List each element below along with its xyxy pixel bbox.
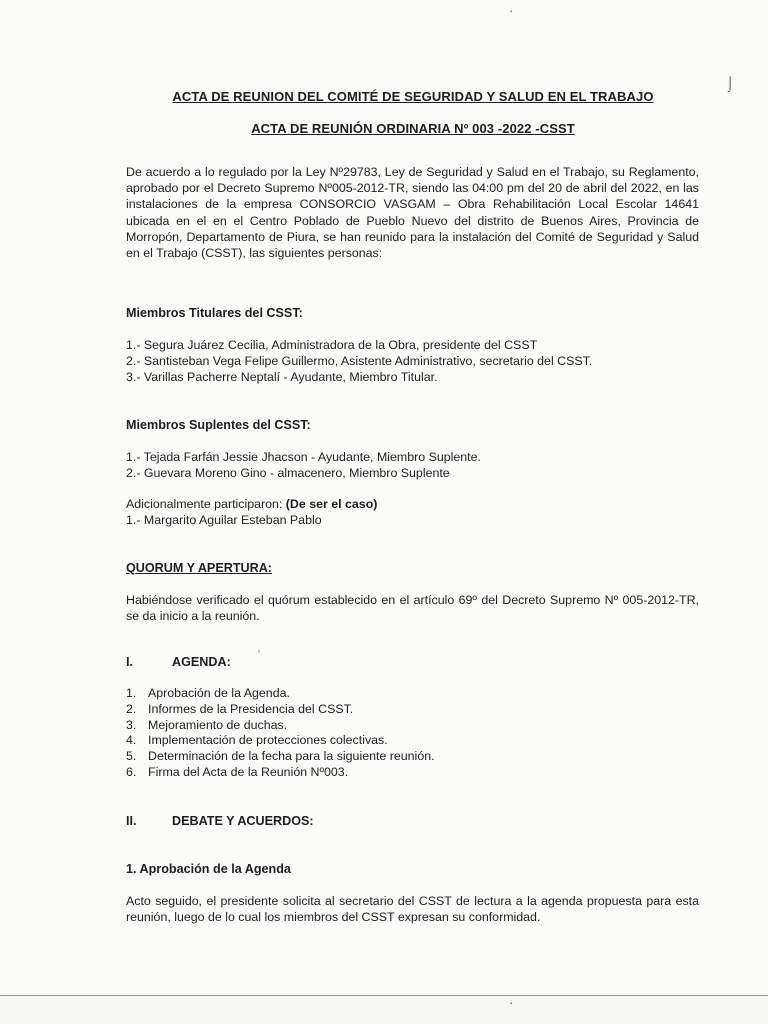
titular-member: 1.- Segura Juárez Cecilia, Administradora de la Obra, presidente del CSST — [126, 338, 538, 352]
suplente-member: 1.- Tejada Farfán Jessie Jhacson - Ayudante, Miembro Suplente. — [126, 450, 481, 464]
suplentes-heading: Miembros Suplentes del CSST: — [126, 418, 311, 432]
debate-roman: II. — [126, 814, 137, 828]
adicional-label-bold: (De ser el caso) — [285, 497, 378, 511]
agenda-item — [126, 749, 435, 765]
agenda-item-text: Determinación de la fecha para la siguiente reunión. — [148, 749, 435, 764]
titulares-heading: Miembros Titulares del CSST: — [126, 306, 303, 320]
intro-paragraph: De acuerdo a lo regulado por la Ley Nº29783, Ley de Seguridad y Salud en el Trabajo, su Reglamento, aprobado por el Decreto Supremo Nº005-2012-TR, siendo las 04:00 pm del 20 de abril del 2022, en las instalaciones de la empresa CONSORCIO VASGAM – Obra Rehabilitación Local Escolar 14641 ubicada en el en el Centro Poblado de Pueblo Nuevo del distrito de Buenos Aires, Provincia de Morropón, Departamento de Piura, se han reunido para la instalación del Comité de Seguridad y Salud en el Trabajo (CSST), las siguientes personas: — [126, 165, 699, 261]
agenda-item-text: Firma del Acta de la Reunión Nº003. — [148, 764, 349, 779]
suplente-member: 2.- Guevara Moreno Gino - almacenero, Miembro Suplente — [126, 466, 450, 480]
quorum-heading: QUORUM Y APERTURA: — [126, 561, 273, 575]
scan-mark-corner: ⌡ — [726, 75, 735, 91]
adicional-label — [126, 496, 377, 512]
agenda-item-text: Implementación de protecciones colectivas. — [148, 733, 388, 748]
debate-subheading: 1. Aprobación de la Agenda — [126, 862, 291, 876]
document-subtitle: ACTA DE REUNIÓN ORDINARIA Nº 003 -2022 -CSST — [251, 121, 575, 136]
agenda-item-number: 1. — [126, 686, 137, 700]
agenda-item-number: 5. — [126, 749, 137, 764]
agenda-roman: I. — [126, 655, 133, 669]
debate-heading — [126, 814, 314, 828]
agenda-item — [126, 765, 435, 781]
adicional-member: 1.- Margarito Aguilar Esteban Pablo — [126, 513, 322, 527]
quorum-text: Habiéndose verificado el quórum establecido en el artículo 69º del Decreto Supremo Nº 005-2012-TR, se da inicio a la reunión. — [126, 593, 699, 624]
scan-mark-middle: ' — [258, 649, 260, 660]
agenda-item-number: 2. — [126, 701, 137, 716]
next-page-edge — [0, 996, 768, 1024]
agenda-item — [126, 686, 435, 702]
agenda-item-number: 4. — [126, 733, 137, 748]
agenda-item-text: Informes de la Presidencia del CSST. — [148, 701, 354, 716]
agenda-item-text: Aprobación de la Agenda. — [148, 686, 290, 700]
agenda-item — [126, 702, 435, 718]
document-title: ACTA DE REUNION DEL COMITÉ DE SEGURIDAD Y SALUD EN EL TRABAJO — [172, 89, 654, 104]
agenda-item-text: Mejoramiento de duchas. — [148, 717, 288, 732]
agenda-item-number: 6. — [126, 764, 137, 779]
agenda-item — [126, 718, 435, 734]
debate-heading-text: DEBATE Y ACUERDOS: — [172, 814, 314, 828]
titular-member: 3.- Varillas Pacherre Neptalí - Ayudante, Miembro Titular. — [126, 370, 438, 384]
agenda-item — [126, 733, 435, 749]
agenda-heading — [126, 655, 231, 669]
scan-mark-top: · — [509, 3, 514, 18]
debate-text: Acto seguido, el presidente solicita al secretario del CSST de lectura a la agenda propuesta para esta reunión, luego de lo cual los miembros del CSST expresan su conformidad. — [126, 894, 699, 925]
agenda-heading-text: AGENDA: — [172, 655, 231, 669]
scan-mark-bottom: · — [509, 995, 514, 1010]
adicional-label-text: Adicionalmente participaron: — [126, 497, 286, 511]
titular-member: 2.- Santisteban Vega Felipe Guillermo, Asistente Administrativo, secretario del CSST. — [126, 354, 593, 368]
agenda-list — [126, 686, 435, 781]
agenda-item-number: 3. — [126, 717, 137, 732]
